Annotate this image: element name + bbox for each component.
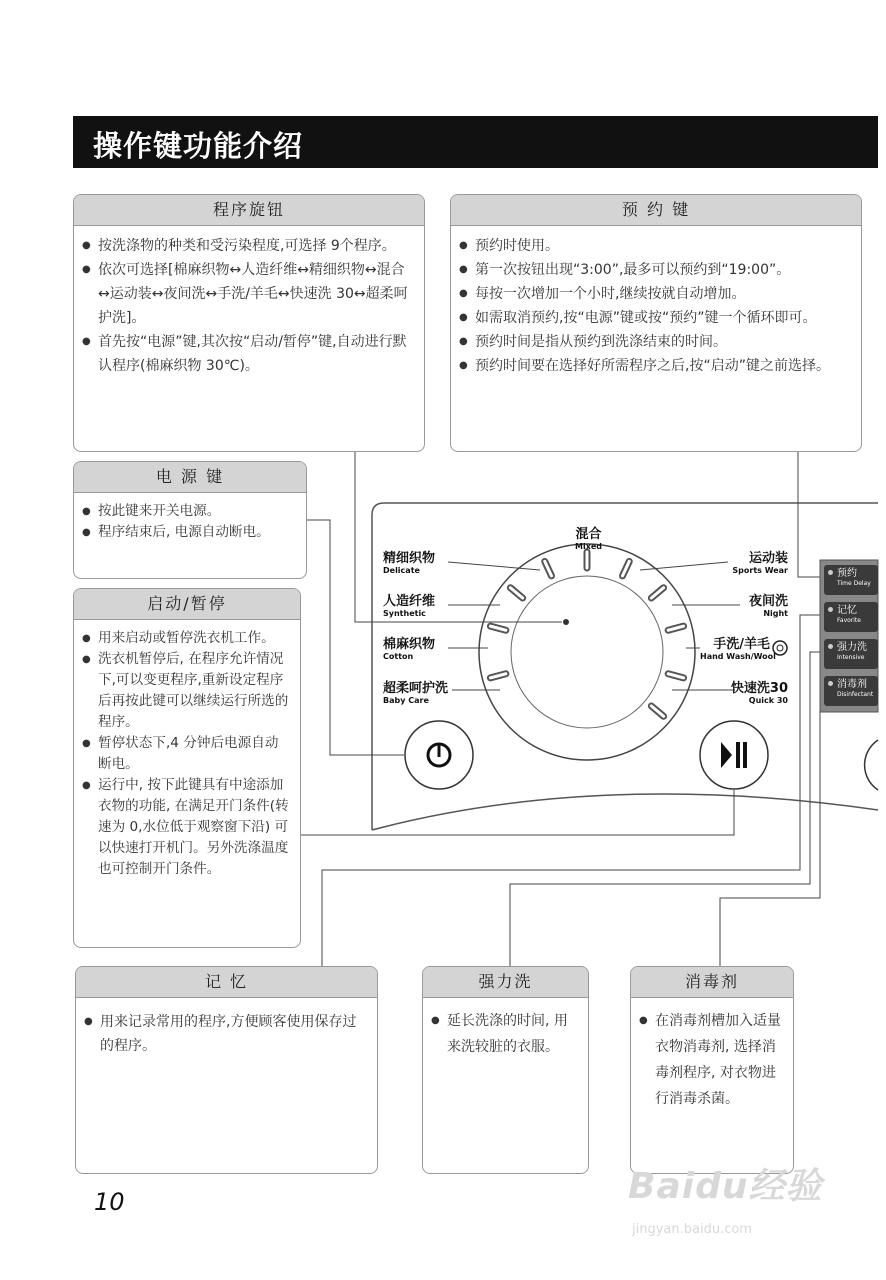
bullet-item: ● 暂停状态下,4 分钟后电源自动断电。: [82, 733, 290, 775]
bullet-item: ● 依次可选择[棉麻织物↔人造纤维↔精细织物↔混合↔运动装↔夜间洗↔手洗/羊毛↔快速洗 30↔超柔呵护洗]。: [82, 258, 414, 330]
watermark-brand: Baidu经验: [628, 1166, 823, 1207]
bullet-item: ● 预约时间是指从预约到洗涤结束的时间。: [459, 330, 851, 354]
watermark-url: jingyan.baidu.com: [632, 1222, 752, 1237]
disinfect-box: [630, 966, 794, 1174]
bullet-item: ● 运行中, 按下此键具有中途添加衣物的功能, 在满足开门条件(转速为 0,水位低于观察窗下沿) 可以快速打开机门。另外洗涤温度也可控制开门条件。: [82, 775, 290, 880]
bullet-item: ● 延长洗涤的时间, 用来洗较脏的衣服。: [431, 1008, 578, 1060]
start-pause-heading: 启动/暂停: [74, 589, 300, 620]
reserve-key-list: [451, 226, 861, 378]
time-delay-button[interactable]: 预约 Time Delay: [824, 565, 878, 595]
bullet-item: ● 预约时间要在选择好所需程序之后,按“启动”键之前选择。: [459, 354, 851, 378]
dial-label-night: 夜间洗 Night: [748, 594, 788, 618]
bullet-item: ● 每按一次增加一个小时,继续按就自动增加。: [459, 282, 851, 306]
reserve-key-box: [450, 194, 862, 452]
program-knob-box: [73, 194, 425, 452]
memory-heading: 记 忆: [76, 967, 377, 998]
bullet-item: ● 洗衣机暂停后, 在程序允许情况下,可以变更程序,重新设定程序后再按此键可以继续运行所选的程序。: [82, 649, 290, 733]
panel-top-edge: [372, 503, 878, 515]
dial-pointer: [563, 619, 569, 625]
bullet-item: ● 按洗涤物的种类和受污染程度,可选择 9个程序。: [82, 234, 414, 258]
reserve-key-heading: 预 约 键: [451, 195, 861, 226]
dial-label-cotton: 棉麻织物 Cotton: [383, 637, 436, 661]
intensive-list: [423, 998, 588, 1060]
page-number: 10: [94, 1188, 125, 1216]
bullet-item: ● 用来记录常用的程序,方便顾客使用保存过的程序。: [84, 1010, 367, 1058]
bullet-item: ● 用来启动或暂停洗衣机工作。: [82, 628, 290, 649]
bullet-item: ● 程序结束后, 电源自动断电。: [82, 522, 296, 543]
power-key-box: [73, 461, 307, 579]
power-key-list: [74, 493, 306, 543]
memory-box: [75, 966, 378, 1174]
panel-bottom-curve: [372, 794, 878, 830]
program-knob-list: [74, 226, 424, 378]
disinfect-heading: 消毒剂: [631, 967, 793, 998]
dial-label-synthetic: 人造纤维 Synthetic: [383, 594, 436, 618]
bullet-item: ● 在消毒剂槽加入适量衣物消毒剂, 选择消毒剂程序, 对衣物进行消毒杀菌。: [639, 1008, 783, 1112]
bullet-item: ● 第一次按钮出现“3:00”,最多可以预约到“19:00”。: [459, 258, 851, 282]
memory-list: [76, 998, 377, 1058]
dial-label-mixed: 混合 Mixed: [575, 527, 603, 551]
start-connector: [300, 790, 734, 835]
power-key-heading: 电 源 键: [74, 462, 306, 493]
bullet-item: ● 首先按“电源”键,其次按“启动/暂停”键,自动进行默认程序(棉麻织物 30℃)。: [82, 330, 414, 378]
dial-label-delicate: 精细织物 Delicate: [383, 551, 436, 575]
start-pause-list: [74, 620, 300, 880]
bullet-item: ● 如需取消预约,按“电源”键或按“预约”键一个循环即可。: [459, 306, 851, 330]
bullet-item: ● 按此键来开关电源。: [82, 501, 296, 522]
start-pause-box: [73, 588, 301, 948]
dial-inner-ring: [511, 576, 663, 728]
intensive-button[interactable]: 强力洗 Intensive: [824, 639, 878, 669]
favorite-button[interactable]: 记忆 Favorite: [824, 602, 878, 632]
page-title: 操作键功能介绍: [93, 129, 304, 163]
baidu-watermark: [628, 1158, 823, 1237]
dial-label-baby: 超柔呵护洗 Baby Care: [383, 681, 449, 705]
right-button-partial: [865, 740, 878, 790]
program-knob-heading: 程序旋钮: [74, 195, 424, 226]
dial-label-sports: 运动装 Sports Wear: [732, 551, 788, 575]
intensive-heading: 强力洗: [423, 967, 588, 998]
dial-label-handwash: 手洗/羊毛 Hand Wash/Wool: [700, 637, 776, 661]
start-pause-button[interactable]: [700, 721, 768, 789]
disinfect-list: [631, 998, 793, 1112]
intensive-box: [422, 966, 589, 1174]
disinfectant-button[interactable]: 消毒剂 Disinfectant: [824, 676, 878, 706]
dial-label-quick: 快速洗30 Quick 30: [730, 681, 788, 705]
bullet-item: ● 预约时使用。: [459, 234, 851, 258]
